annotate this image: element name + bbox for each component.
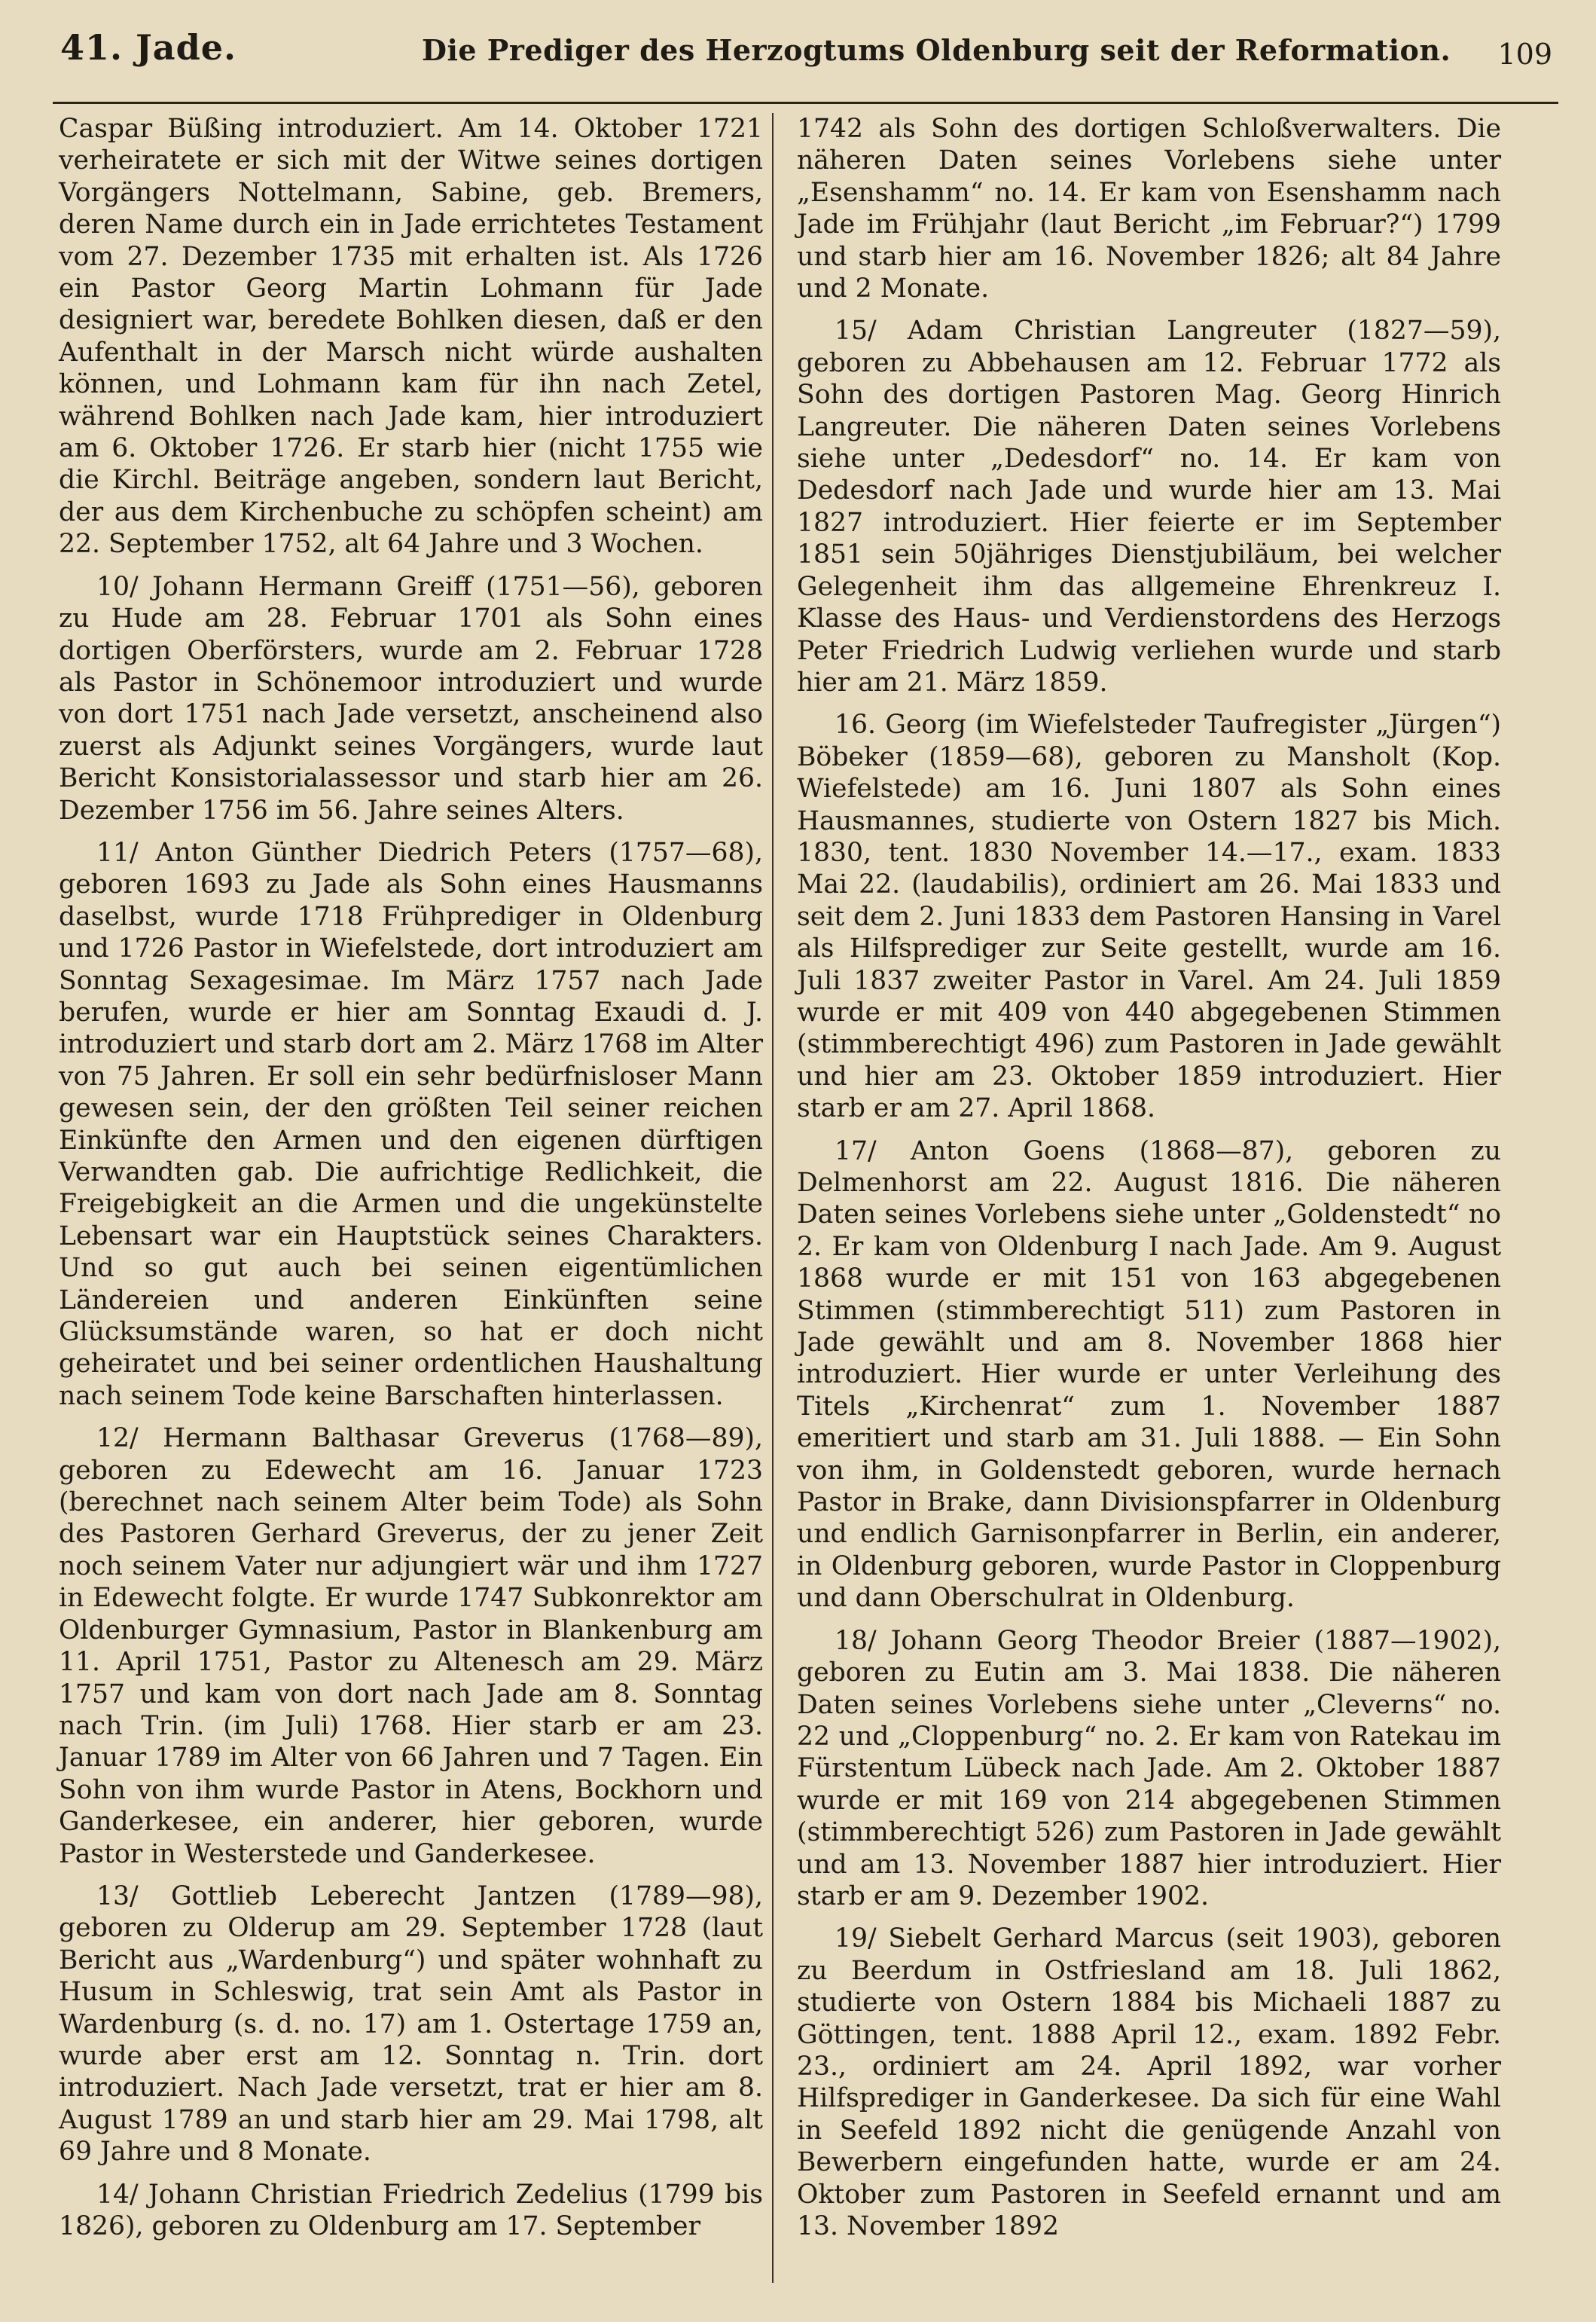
page-number: 109	[1497, 38, 1552, 71]
entry-14: 14/ Johann Christian Friedrich Zedelius (1799 bis 1826), geboren zu Oldenburg am 17. September	[59, 2179, 763, 2241]
entry-10: 10/ Johann Hermann Greiff (1751—56), geboren zu Hude am 28. Februar 1701 als Sohn eines dortigen Oberförsters, wurde am 2. Februar 1728 als Pastor in Schönemoor introduziert und wurde von dort 1751 nach Jade versetzt, anscheinend also zuerst als Adjunkt seines Vorgängers, wurde laut Bericht Konsistorialassessor und starb hier am 26. Dezember 1756 im 56. Jahre seines Alters.	[59, 571, 763, 826]
column-divider	[772, 113, 774, 2283]
running-title: Die Prediger des Herzogtums Oldenburg seit der Reformation.	[422, 33, 1451, 67]
entry-15: 15/ Adam Christian Langreuter (1827—59), geboren zu Abbehausen am 12. Februar 1772 als Sohn des dortigen Pastoren Mag. Georg Hinrich Langreuter. Die näheren Daten seines Vorlebens siehe unter „Dedesdorf“ no. 14. Er kam von Dedesdorf nach Jade und wurde hier am 13. Mai 1827 introduziert. Hier feierte er im September 1851 sein 50jähriges Dienstjubiläum, bei welcher Gelegenheit ihm das allgemeine Ehrenkreuz I. Klasse des Haus- und Verdienstordens des Herzogs Peter Friedrich Ludwig verliehen wurde und starb hier am 21. März 1859.	[797, 316, 1501, 698]
entry-13: 13/ Gottlieb Leberecht Jantzen (1789—98), geboren zu Olderup am 29. September 1728 (laut Bericht aus „Wardenburg“) und später wohnhaft zu Husum in Schleswig, trat sein Amt als Pastor in Wardenburg (s. d. no. 17) am 1. Ostertage 1759 an, wurde aber erst am 12. Sonntag n. Trin. dort introduziert. Nach Jade versetzt, trat er hier am 8. August 1789 an und starb hier am 29. Mai 1798, alt 69 Jahre und 8 Monate.	[59, 1881, 763, 2168]
entry-12: 12/ Hermann Balthasar Greverus (1768—89), geboren zu Edewecht am 16. Januar 1723 (berechnet nach seinem Alter beim Tode) als Sohn des Pastoren Gerhard Greverus, der zu jener Zeit noch seinem Vater nur adjungiert wär und ihm 1727 in Edewecht folgte. Er wurde 1747 Subkonrektor am Oldenburger Gymnasium, Pastor in Blankenburg am 11. April 1751, Pastor zu Altenesch am 29. März 1757 und kam von dort nach Jade am 8. Sonntag nach Trin. (im Juli) 1768. Hier starb er am 23. Januar 1789 im Alter von 66 Jahren und 7 Tagen. Ein Sohn von ihm wurde Pastor in Atens, Bockhorn und Ganderkesee, ein anderer, hier geboren, wurde Pastor in Westerstede und Ganderkesee.	[59, 1423, 763, 1869]
entry-14-continuation: 1742 als Sohn des dortigen Schloßverwalters. Die näheren Daten seines Vorlebens siehe unter „Esenshamm“ no. 14. Er kam von Esenshamm nach Jade im Frühjahr (laut Bericht „im Februar?“) 1799 und starb hier am 16. November 1826; alt 84 Jahre und 2 Monate.	[797, 114, 1501, 304]
right-column	[797, 113, 1501, 2253]
entry-19: 19/ Siebelt Gerhard Marcus (seit 1903), geboren zu Beerdum in Ostfriesland am 18. Juli 1862, studierte von Ostern 1884 bis Michaeli 1887 zu Göttingen, tent. 1888 April 12., exam. 1892 Febr. 23., ordiniert am 24. April 1892, war vorher Hilfsprediger in Ganderkesee. Da sich für eine Wahl in Seefeld 1892 nicht die genügende Anzahl von Bewerbern eingefunden hatte, wurde er am 24. Oktober zum Pastoren in Seefeld ernannt und am 13. November 1892	[797, 1923, 1501, 2241]
entry-18: 18/ Johann Georg Theodor Breier (1887—1902), geboren zu Eutin am 3. Mai 1838. Die näheren Daten seines Vorlebens siehe unter „Cleverns“ no. 22 und „Cloppenburg“ no. 2. Er kam von Ratekau im Fürstentum Lübeck nach Jade. Am 2. Oktober 1887 wurde er mit 169 von 214 abgegebenen Stimmen (stimmberechtigt 526) zum Pastoren in Jade gewählt und am 13. November 1887 hier introduziert. Hier starb er am 9. Dezember 1902.	[797, 1625, 1501, 1911]
page-header	[0, 23, 1596, 75]
header-rule	[53, 102, 1558, 104]
section-title: 41. Jade.	[60, 27, 237, 68]
left-column	[59, 113, 763, 2253]
entry-11: 11/ Anton Günther Diedrich Peters (1757—68), geboren 1693 zu Jade als Sohn eines Hausmanns daselbst, wurde 1718 Frühprediger in Oldenburg und 1726 Pastor in Wiefelstede, dort introduziert am Sonntag Sexagesimae. Im März 1757 nach Jade berufen, wurde er hier am Sonntag Exaudi d. J. introduziert und starb dort am 2. März 1768 im Alter von 75 Jahren. Er soll ein sehr bedürfnisloser Mann gewesen sein, der den größten Teil seiner reichen Einkünfte den Armen und den eigenen dürftigen Verwandten gab. Die aufrichtige Redlichkeit, die Freigebigkeit an die Armen und die ungekünstelte Lebensart war ein Hauptstück seines Charakters. Und so gut auch bei seinen eigentümlichen Ländereien und anderen Einkünften seine Glücksumstände waren, so hat er doch nicht geheiratet und bei seiner ordentlichen Haushaltung nach seinem Tode keine Barschaften hinterlassen.	[59, 837, 763, 1411]
entry-17: 17/ Anton Goens (1868—87), geboren zu Delmenhorst am 22. August 1816. Die näheren Daten seines Vorlebens siehe unter „Goldenstedt“ no 2. Er kam von Oldenburg I nach Jade. Am 9. August 1868 wurde er mit 151 von 163 abgegebenen Stimmen (stimmberechtigt 511) zum Pastoren in Jade gewählt und am 8. November 1868 hier introduziert. Hier wurde er unter Verleihung des Titels „Kirchenrat“ zum 1. November 1887 emeritiert und starb am 31. Juli 1888. — Ein Sohn von ihm, in Goldenstedt geboren, wurde hernach Pastor in Brake, dann Divisionspfarrer in Oldenburg und endlich Garnisonpfarrer in Berlin, ein anderer, in Oldenburg geboren, wurde Pastor in Cloppenburg und dann Oberschulrat in Oldenburg.	[797, 1135, 1501, 1614]
entry-16: 16. Georg (im Wiefelsteder Taufregister „Jürgen“) Böbeker (1859—68), geboren zu Mansholt (Kop. Wiefelstede) am 16. Juni 1807 als Sohn eines Hausmannes, studierte von Ostern 1827 bis Mich. 1830, tent. 1830 November 14.—17., exam. 1833 Mai 22. (laudabilis), ordiniert am 26. Mai 1833 und seit dem 2. Juni 1833 dem Pastoren Hansing in Varel als Hilfsprediger zur Seite gestellt, wurde am 16. Juli 1837 zweiter Pastor in Varel. Am 24. Juli 1859 wurde er mit 409 von 440 abgegebenen Stimmen (stimmberechtigt 496) zum Pastoren in Jade gewählt und hier am 23. Oktober 1859 introduziert. Hier starb er am 27. April 1868.	[797, 710, 1501, 1124]
paragraph-continuation: Caspar Büßing introduziert. Am 14. Oktober 1721 verheiratete er sich mit der Witwe seines dortigen Vorgängers Nottelmann, Sabine, geb. Bremers, deren Name durch ein in Jade errichtetes Testament vom 27. Dezember 1735 mit erhalten ist. Als 1726 ein Pastor Georg Martin Lohmann für Jade designiert war, beredete Bohlken diesen, daß er den Aufenthalt in der Marsch nicht würde aushalten können, und Lohmann kam für ihn nach Zetel, während Bohlken nach Jade kam, hier introduziert am 6. Oktober 1726. Er starb hier (nicht 1755 wie die Kirchl. Beiträge angeben, sondern laut Bericht, der aus dem Kirchenbuche zu schöpfen scheint) am 22. September 1752, alt 64 Jahre und 3 Wochen.	[59, 114, 763, 560]
